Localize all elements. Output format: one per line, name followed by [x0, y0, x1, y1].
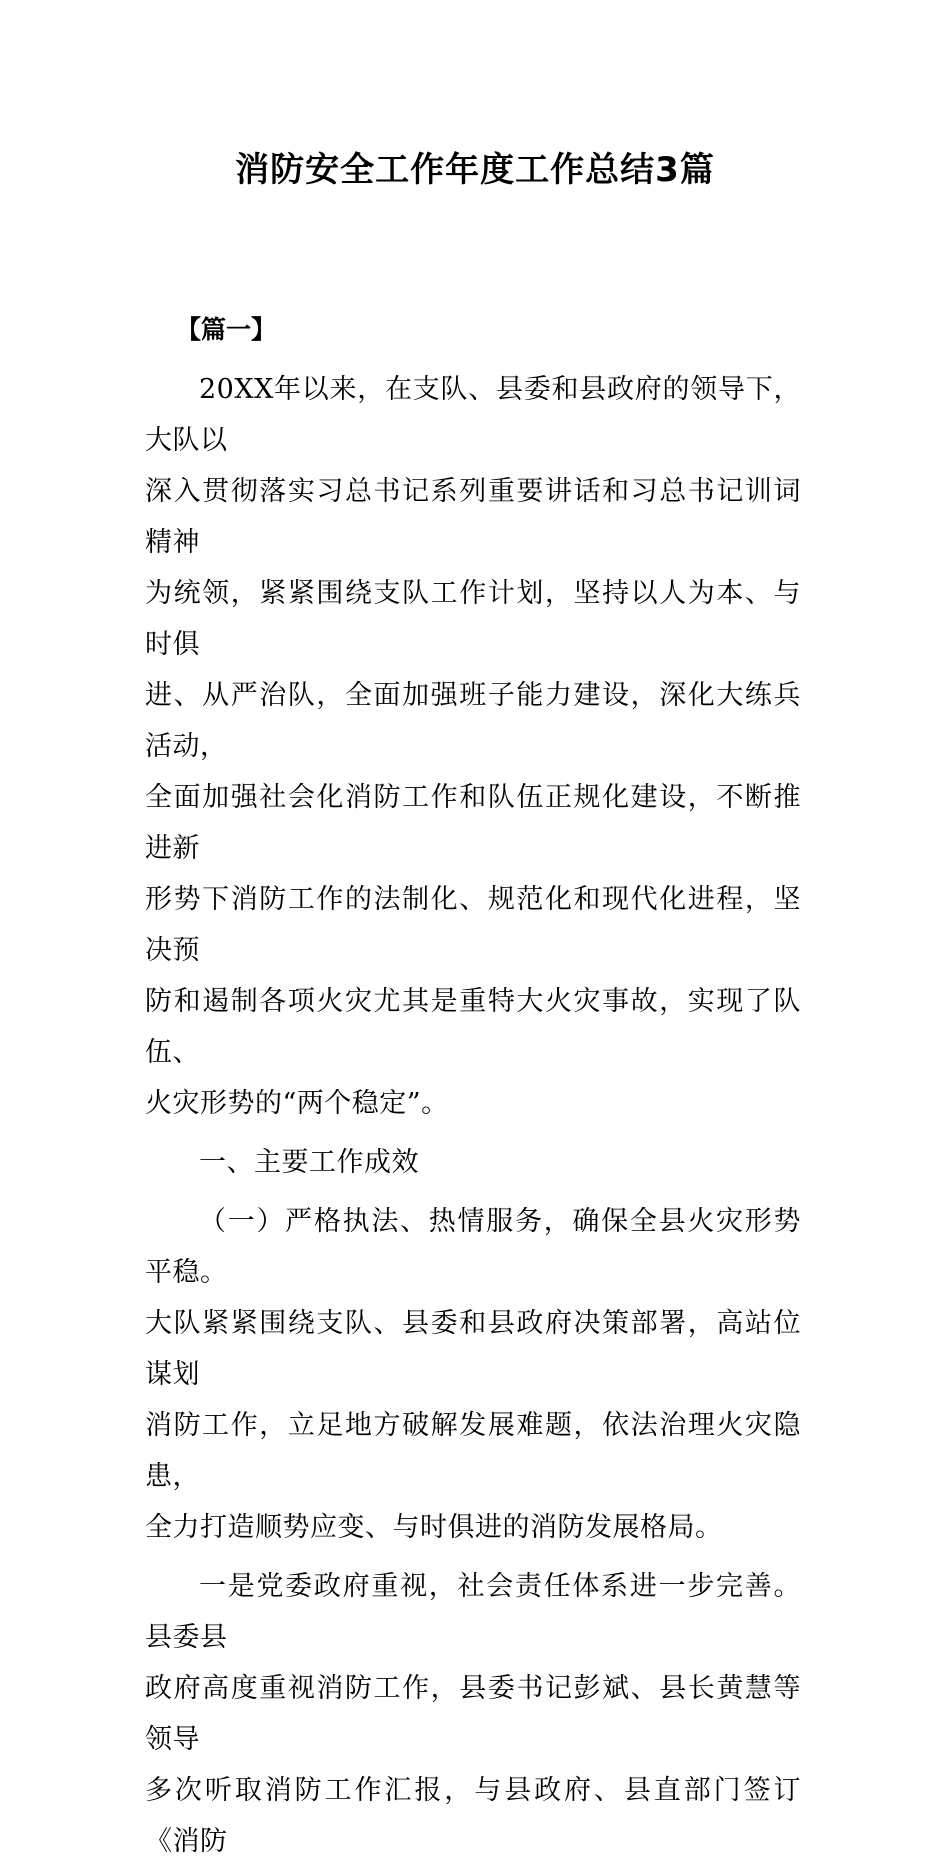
section-label: 【篇一】 — [176, 315, 277, 344]
document-body — [145, 364, 801, 1875]
paragraph-point-1: 一是党委政府重视，社会责任体系进一步完善。县委县 政府高度重视消防工作，县委书记彭斌、县长黄慧等领导 多次听取消防工作汇报，与县政府、县直部门签订《消防 — [145, 1571, 801, 1857]
paragraph-intro: 20XX年以来，在支队、县委和县政府的领导下，大队以 深入贯彻落实习总书记系列重要讲话和习总书记训词精神 为统领，紧紧围绕支队工作计划，坚持以人为本、与时俱 进、从严治队，全面加强班子能力建设，深化大练兵活动， 全面加强社会化消防工作和队伍正规化建设，不断推进新 形势下消防工作的法制化、规范化和现代化进程，坚决预 防和遏制各项火灾尤其是重特大火灾事故，实现了队伍、 火灾形势的“两个稳定”。 — [145, 374, 801, 1119]
paragraph-subsection-1: （一）严格执法、热情服务，确保全县火灾形势平稳。 大队紧紧围绕支队、县委和县政府决策部署，高站位谋划 消防工作，立足地方破解发展难题，依法治理火灾隐患， 全力打造顺势应变、与时俱进的消防发展格局。 — [145, 1206, 801, 1543]
document-title: 消防安全工作年度工作总结3篇 — [235, 150, 715, 190]
paragraph-heading-main-results: 一、主要工作成效 — [199, 1147, 419, 1178]
